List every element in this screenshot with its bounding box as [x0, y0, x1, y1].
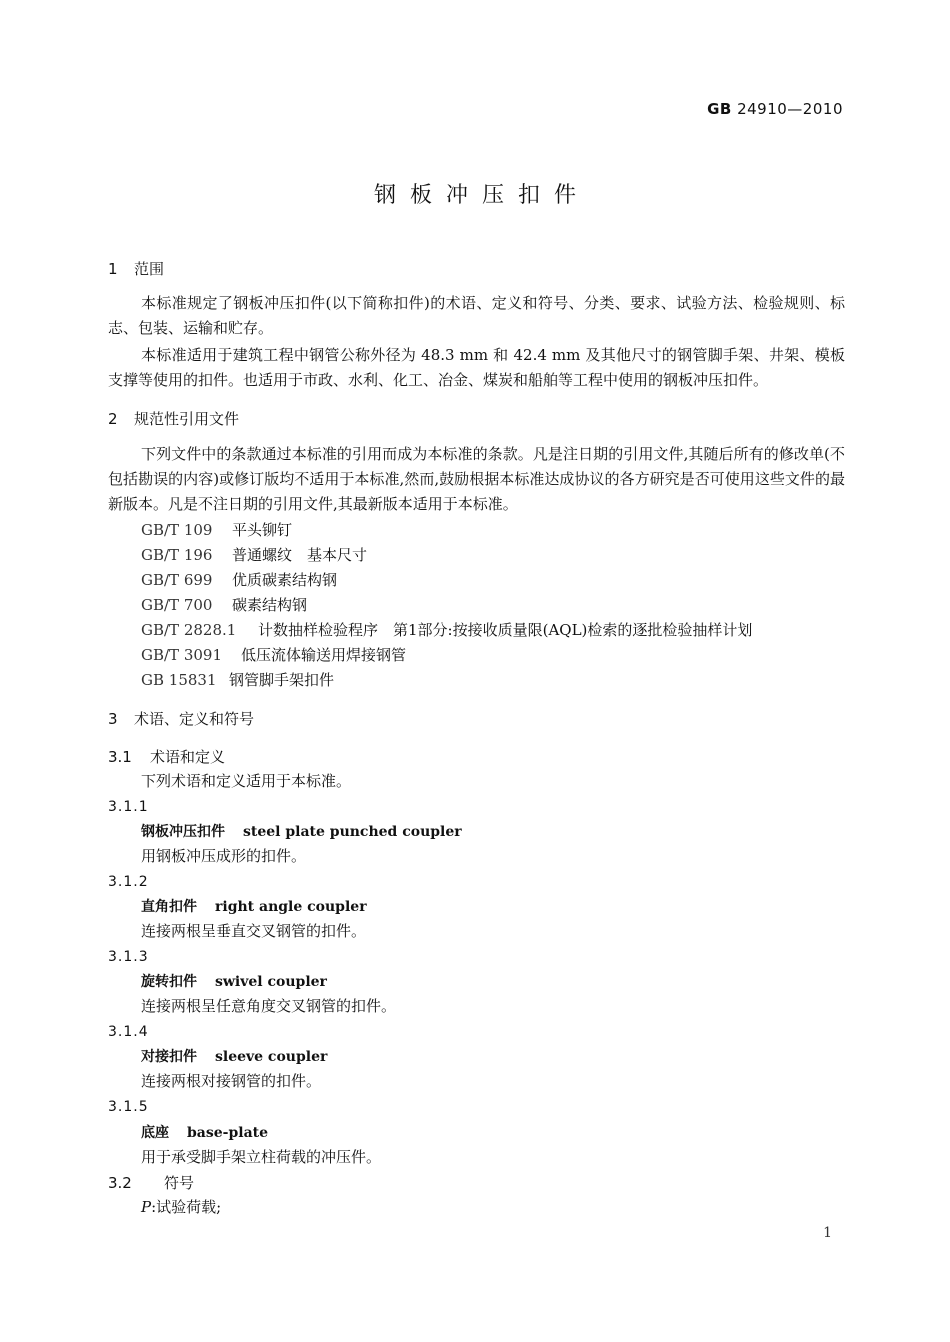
symbol-definition: [141, 1200, 221, 1215]
term-definition: 连接两根对接钢管的扣件。: [141, 1072, 322, 1090]
term-en: steel plate punched coupler: [243, 824, 462, 840]
reference-title: 钢管脚手架扣件: [229, 671, 335, 689]
term-heading: [141, 975, 327, 989]
term-number: 3.1.4: [108, 1024, 149, 1040]
section-number: 2: [108, 410, 118, 428]
reference-title: 碳素结构钢: [232, 596, 308, 614]
paragraph: 下列文件中的条款通过本标准的引用而成为本标准的条款。凡是注日期的引用文件,其随后所有的修改单(不包括勘误的内容)或修订版均不适用于本标准,然而,鼓励根据本标准达成协议的各方研究是否可使用这些文件的最新版本。凡是不注日期的引用文件,其最新版本适用于本标准。: [108, 445, 845, 513]
section-1-heading: [108, 262, 164, 277]
term-definition: 连接两根呈任意角度交叉钢管的扣件。: [141, 997, 397, 1015]
subsection-3-2-heading: [108, 1176, 194, 1191]
standard-number: 24910—2010: [737, 100, 843, 118]
subsection-number: 3.1: [108, 748, 132, 766]
standard-code: [707, 102, 843, 117]
reference-code: GB/T 3091: [141, 646, 223, 664]
reference-title: 平头铆钉: [232, 521, 293, 539]
symbol: P: [141, 1198, 152, 1216]
reference-item: [141, 623, 752, 638]
term-number: 3.1.2: [108, 874, 149, 890]
subsection-title: 术语和定义: [150, 748, 226, 766]
term-heading: [141, 1050, 327, 1064]
section-title: 范围: [134, 260, 165, 278]
subsection-number: 3.2: [108, 1174, 132, 1192]
reference-code: GB 15831: [141, 671, 217, 689]
reference-code: GB/T 700: [141, 596, 213, 614]
term-zh: 对接扣件: [141, 1049, 197, 1065]
section-title: 术语、定义和符号: [134, 710, 255, 728]
section-number: 3: [108, 710, 118, 728]
term-en: sleeve coupler: [215, 1049, 328, 1065]
reference-code: GB/T 196: [141, 546, 213, 564]
term-en: base-plate: [187, 1125, 269, 1141]
reference-item: [141, 548, 367, 563]
reference-item: [141, 573, 337, 588]
term-heading: [141, 1126, 268, 1140]
term-definition: 连接两根呈垂直交叉钢管的扣件。: [141, 922, 367, 940]
reference-code: GB/T 699: [141, 571, 213, 589]
section-2-heading: [108, 412, 239, 427]
term-zh: 钢板冲压扣件: [141, 824, 225, 840]
page-number: 1: [823, 1225, 832, 1241]
paragraph: 本标准适用于建筑工程中钢管公称外径为 48.3 mm 和 42.4 mm 及其他尺寸的钢管脚手架、井架、模板支撑等使用的扣件。也适用于市政、水利、化工、冶金、煤炭和船舶等工程中使用的钢板冲压扣件。: [108, 346, 845, 389]
term-heading: [141, 900, 367, 914]
term-zh: 底座: [141, 1125, 169, 1141]
term-zh: 旋转扣件: [141, 974, 197, 990]
term-definition: 用于承受脚手架立柱荷载的冲压件。: [141, 1148, 382, 1166]
term-number: 3.1.1: [108, 799, 149, 815]
reference-title: 计数抽样检验程序 第1部分:按接收质量限(AQL)检索的逐批检验抽样计划: [258, 621, 753, 639]
reference-title: 优质碳素结构钢: [232, 571, 338, 589]
term-number: 3.1.5: [108, 1099, 149, 1115]
reference-title: 低压流体输送用焊接钢管: [241, 646, 407, 664]
document-title: 钢板冲压扣件: [373, 183, 590, 208]
reference-code: GB/T 109: [141, 521, 213, 539]
reference-item: [141, 598, 307, 613]
symbol-description: :试验荷载;: [151, 1198, 222, 1216]
paragraph: 本标准规定了钢板冲压扣件(以下简称扣件)的术语、定义和符号、分类、要求、试验方法、检验规则、标志、包装、运输和贮存。: [108, 294, 845, 337]
reference-code: GB/T 2828.1: [141, 621, 237, 639]
section-title: 规范性引用文件: [134, 410, 240, 428]
paragraph: 下列术语和定义适用于本标准。: [141, 772, 352, 790]
term-heading: [141, 825, 462, 839]
subsection-title: 符号: [164, 1174, 195, 1192]
reference-title: 普通螺纹 基本尺寸: [232, 546, 368, 564]
reference-item: [141, 523, 292, 538]
term-definition: 用钢板冲压成形的扣件。: [141, 847, 307, 865]
reference-item: [141, 648, 406, 663]
term-en: right angle coupler: [215, 899, 367, 915]
section-number: 1: [108, 260, 118, 278]
term-number: 3.1.3: [108, 949, 149, 965]
reference-item: [141, 673, 334, 688]
section-3-heading: [108, 712, 254, 727]
standard-prefix: GB: [707, 100, 732, 118]
term-zh: 直角扣件: [141, 899, 197, 915]
term-en: swivel coupler: [215, 974, 327, 990]
subsection-3-1-heading: [108, 750, 225, 765]
